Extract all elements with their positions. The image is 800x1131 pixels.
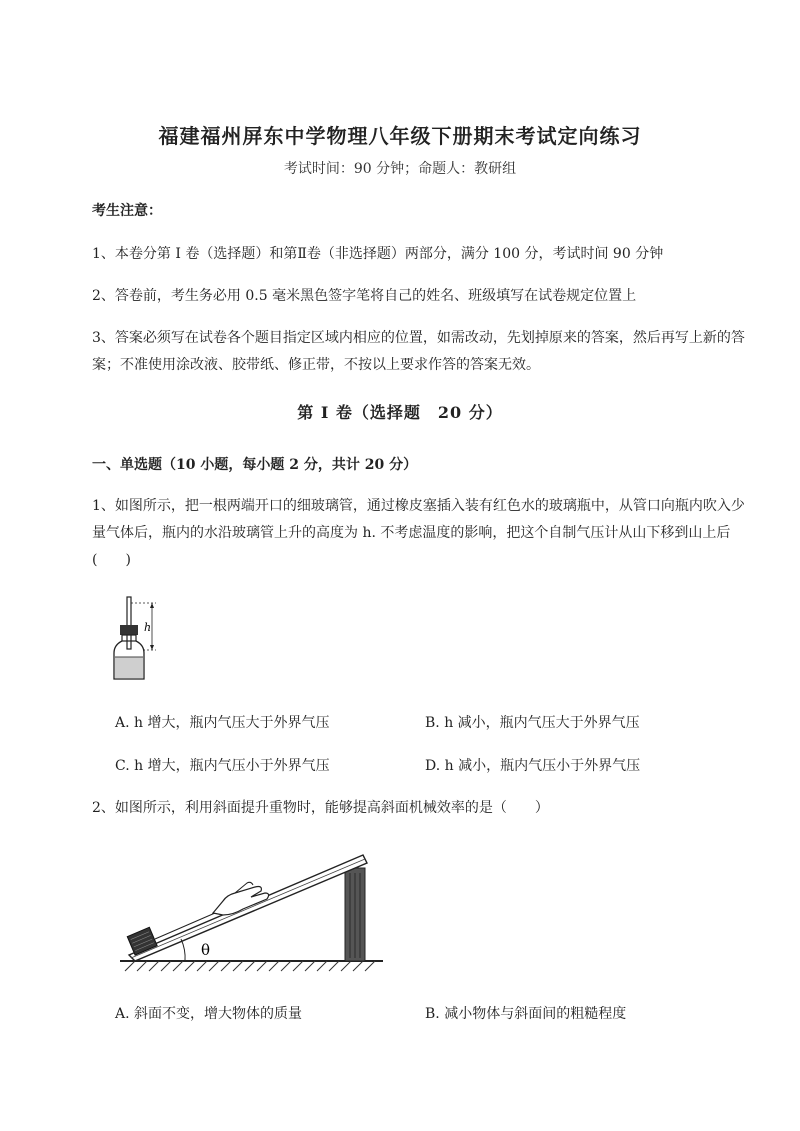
question-1-text: 1、如图所示，把一根两端开口的细玻璃管，通过橡皮塞插入装有红色水的玻璃瓶中，从管口向瓶内吹入少量气体后，瓶内的水沿玻璃管上升的高度为 h. 不考虑温度的影响，把这个自制气压计从山下移到山上后( )	[92, 498, 745, 568]
q2-option-a[interactable]: A. 斜面不变，增大物体的质量	[115, 1006, 303, 1022]
q1-option-c[interactable]: C. h 增大，瓶内气压小于外界气压	[115, 758, 330, 774]
figure-label-theta: θ	[201, 941, 211, 959]
incline-figure	[115, 843, 385, 975]
question-2-text: 2、如图所示，利用斜面提升重物时，能够提高斜面机械效率的是（ ）	[92, 800, 549, 816]
exam-info: 考试时间：90 分钟；命题人：教研组	[283, 161, 517, 177]
q2-option-b[interactable]: B. 减小物体与斜面间的粗糙程度	[425, 1006, 627, 1022]
notice-item-3: 3、答案必须写在试卷各个题目指定区域内相应的位置，如需改动，先划掉原来的答案，然后再写上新的答案；不准使用涂改液、胶带纸、修正带，不按以上要求作答的答案无效。	[92, 330, 745, 373]
part-heading: 一、单选题（10 小题，每小题 2 分，共计 20 分）	[92, 457, 418, 473]
notice-item-1: 1、本卷分第 I 卷（选择题）和第Ⅱ卷（非选择题）两部分，满分 100 分，考试时间 90 分钟	[92, 246, 664, 262]
notice-item-2: 2、答卷前，考生务必用 0.5 毫米黑色签字笔将自己的姓名、班级填写在试卷规定位置上	[92, 288, 637, 304]
section-title: 第 I 卷（选择题 20 分）	[297, 403, 503, 422]
q1-option-a[interactable]: A. h 增大，瓶内气压大于外界气压	[115, 715, 330, 731]
barometer-figure	[100, 595, 170, 685]
notice-heading: 考生注意：	[92, 203, 162, 219]
q1-option-b[interactable]: B. h 减小，瓶内气压大于外界气压	[425, 715, 640, 731]
q1-option-d[interactable]: D. h 减小，瓶内气压小于外界气压	[425, 758, 641, 774]
page-title: 福建福州屏东中学物理八年级下册期末考试定向练习	[158, 124, 642, 148]
figure-label-h: h	[144, 621, 152, 634]
